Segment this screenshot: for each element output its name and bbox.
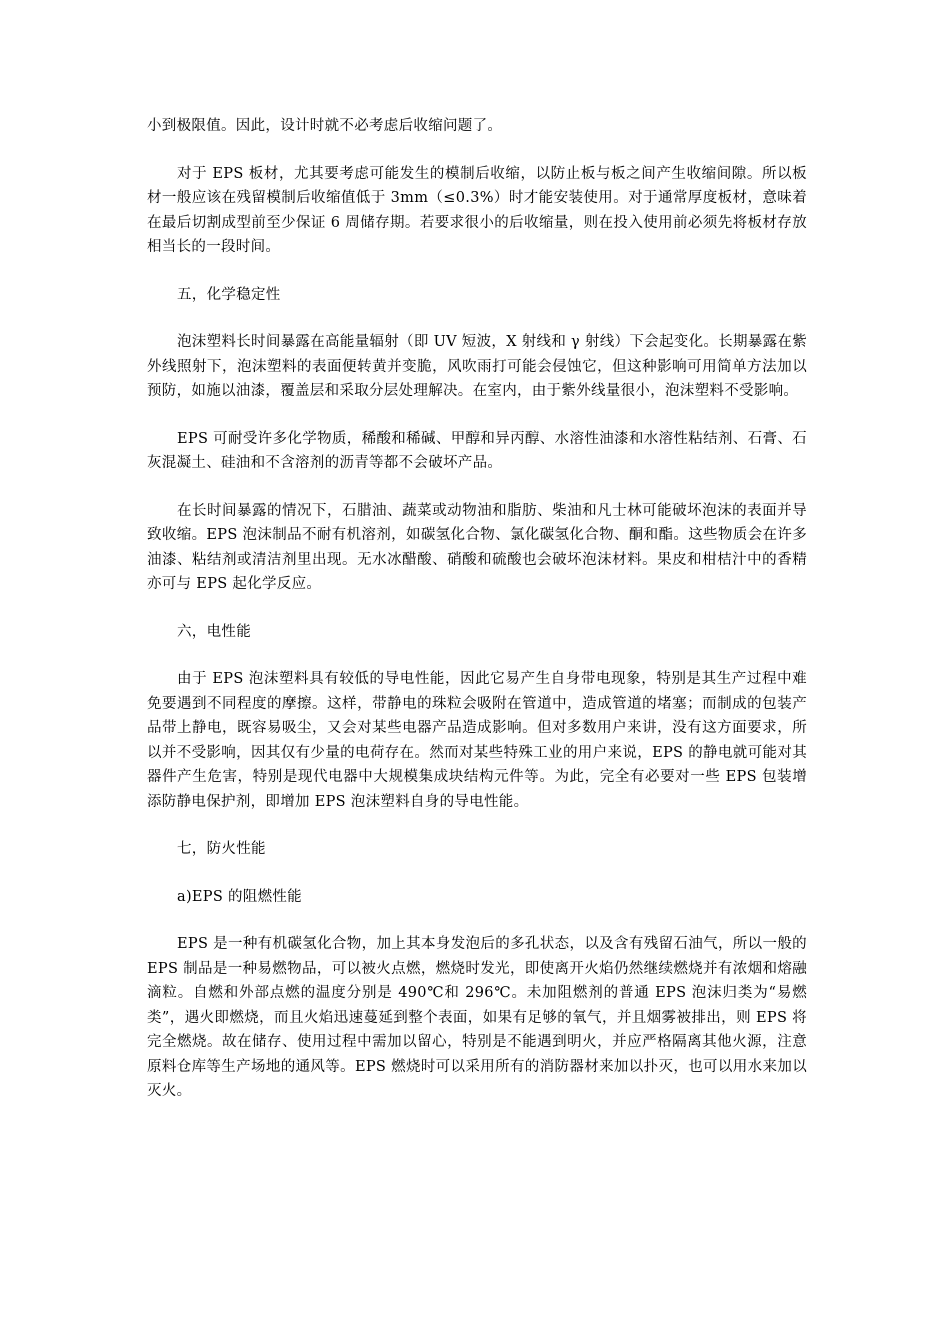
paragraph-static-electricity: 由于 EPS 泡沫塑料具有较低的导电性能，因此它易产生自身带电现象，特别是其生产过程中难免要遇到不同程度的摩擦。这样，带静电的珠粒会吸附在管道中，造成管道的堵塞；而制成的包装产品带上静电，既容易吸尘，又会对某些电器产品造成影响。但对多数用户来讲，没有这方面要求，所以并不受影响，因其仅有少量的电荷存在。然而对某些特殊工业的用户来说，EPS 的静电就可能对其器件产生危害，特别是现代电器中大规模集成块结构元件等。为此，完全有必要对一些 EPS 包装增添防静电保护剂，即增加 EPS 泡沫塑料自身的导电性能。 [147, 671, 807, 810]
subheading-flame-retardancy: a)EPS 的阻燃性能 [177, 888, 302, 905]
paragraph-flammability: EPS 是一种有机碳氢化合物，加上其本身发泡后的多孔状态，以及含有残留石油气，所以一般的 EPS 制品是一种易燃物品，可以被火点燃，燃烧时发光，即使离开火焰仍然继续燃烧并有浓烟和熔融滴粒。自燃和外部点燃的温度分别是 490℃和 296℃。未加阻燃剂的普通 EPS 泡沫归类为“易燃类”，遇火即燃烧，而且火焰迅速蔓延到整个表面，如果有足够的氧气，并且烟雾被排出，则 EPS 将完全燃烧。故在储存、使用过程中需加以留心，特别是不能遇到明火，并应严格隔离其他火源，注意原料仓库等生产场地的通风等。EPS 燃烧时可以采用所有的消防器材来加以扑灭，也可以用水来加以灭火。 [147, 936, 807, 1099]
heading-chemical-stability: 五，化学稳定性 [177, 286, 281, 303]
document-page [147, 114, 807, 1104]
paragraph-chemical-resistance: EPS 可耐受许多化学物质，稀酸和稀碱、甲醇和异丙醇、水溶性油漆和水溶性粘结剂、石膏、石灰混凝土、硅油和不含溶剂的沥青等都不会破坏产品。 [147, 430, 807, 471]
paragraph-eps-board-shrinkage: 对于 EPS 板材，尤其要考虑可能发生的模制后收缩，以防止板与板之间产生收缩间隙。所以板材一般应该在残留模制后收缩值低于 3mm（≤0.3%）时才能安装使用。对于通常厚度板材，意味着在最后切割成型前至少保证 6 周储存期。若要求很小的后收缩量，则在投入使用前必须先将板材存放相当长的一段时间。 [147, 165, 807, 255]
heading-fire-performance: 七，防火性能 [177, 841, 266, 857]
paragraph-solvent-damage: 在长时间暴露的情况下，石腊油、蔬菜或动物油和脂肪、柴油和凡士林可能破坏泡沫的表面并导致收缩。EPS 泡沫制品不耐有机溶剂，如碳氢化合物、氯化碳氢化合物、酮和酯。这些物质会在许多油漆、粘结剂或清洁剂里出现。无水冰醋酸、硝酸和硫酸也会破坏泡沫材料。果皮和柑桔汁中的香精亦可与 EPS 起化学反应。 [147, 502, 807, 592]
heading-electrical-properties: 六，电性能 [177, 623, 251, 640]
paragraph-shrinkage-intro: 小到极限值。因此，设计时就不必考虑后收缩问题了。 [147, 118, 503, 134]
paragraph-radiation-exposure: 泡沫塑料长时间暴露在高能量辐射（即 UV 短波，X 射线和 γ 射线）下会起变化。长期暴露在紫外线照射下，泡沫塑料的表面便转黄并变脆，风吹雨打可能会侵蚀它，但这种影响可用简单方法加以预防，如施以油漆，覆盖层和采取分层处理解决。在室内，由于紫外线量很小，泡沫塑料不受影响。 [147, 334, 807, 399]
